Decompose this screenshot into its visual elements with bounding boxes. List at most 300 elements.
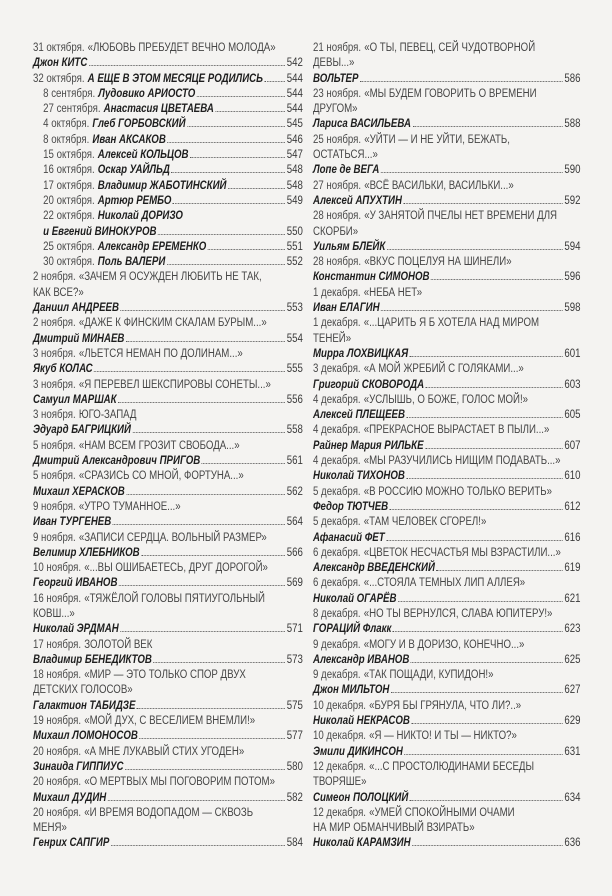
page-number: 586: [564, 70, 581, 85]
toc-heading-line: [33, 269, 303, 284]
entry-title: ОСТАТЬСЯ...»: [313, 147, 378, 162]
dot-leader: [121, 310, 286, 311]
toc-entry: [33, 55, 303, 70]
dot-leader: [171, 172, 285, 173]
toc-entry: [313, 560, 581, 575]
entry-title: «А МНЕ ЛУКАВЫЙ СТИХ УГОДЕН»: [84, 743, 245, 758]
entry-date: 4 декабря.: [313, 453, 361, 468]
dot-leader: [119, 585, 285, 586]
entry-author: Александр ИВАНОВ: [313, 651, 410, 666]
entry-date: 3 ноября.: [33, 345, 76, 360]
entry-title: «УСЛЫШЬ, О БОЖЕ, ГОЛОС МОЙ!»: [363, 391, 529, 406]
toc-heading-line: [33, 346, 303, 361]
entry-title: ЗОЛОТОЙ ВЕК: [84, 636, 153, 651]
toc-heading-line: [33, 468, 303, 483]
entry-title: «ЗАПИСИ СЕРДЦА. ВОЛЬНЫЙ РАЗМЕР»: [78, 529, 267, 544]
toc-list: [313, 40, 581, 851]
dot-leader: [141, 555, 285, 556]
toc-entry: [33, 147, 303, 162]
toc-entry: [313, 239, 581, 254]
entry-author: Алексей КОЛЬЦОВ: [97, 147, 189, 162]
entry-title: «...ЦАРИТЬ Я Б ХОТЕЛА НАД МИРОМ: [363, 315, 540, 330]
toc-heading-line: [33, 820, 303, 835]
entry-title: ДЕТСКИХ ГОЛОСОВ»: [33, 682, 133, 697]
page-number: 625: [564, 651, 581, 666]
entry-date: 8 декабря.: [313, 605, 361, 620]
page-number: 627: [564, 682, 581, 697]
dot-leader: [89, 65, 285, 66]
dot-leader: [208, 249, 285, 250]
toc-entry: [313, 407, 581, 422]
entry-title: «ЛЬЕТСЯ НЕМАН ПО ДОЛИНАМ...»: [78, 345, 243, 360]
page-number: 612: [564, 498, 581, 513]
entry-title: ТЕНЕЙ»: [313, 330, 352, 345]
entry-date: 12 декабря.: [313, 758, 366, 773]
page-number: 573: [286, 651, 303, 666]
toc-heading-line: [33, 499, 303, 514]
dot-leader: [391, 692, 563, 693]
dot-leader: [404, 203, 563, 204]
entry-date: 5 декабря.: [313, 483, 361, 498]
entry-author: Михаил ХЕРАСКОВ: [33, 483, 125, 498]
entry-author: Федор ТЮТЧЕВ: [313, 498, 389, 513]
toc-heading-line: [33, 744, 303, 759]
entry-author: Константин СИМОНОВ: [313, 269, 430, 284]
entry-title: ДЕВЫ...»: [313, 55, 355, 70]
toc-column-left: [33, 40, 303, 860]
entry-author: Генрих САПГИР: [33, 835, 110, 850]
entry-author: Николай ДОРИЗО: [97, 208, 183, 223]
entry-author: Даниил АНДРЕЕВ: [33, 300, 119, 315]
page-number: 552: [286, 254, 303, 269]
toc-entry: [313, 713, 581, 728]
dot-leader: [411, 662, 563, 663]
toc-heading-line: [313, 361, 581, 376]
entry-date: 23 ноября.: [313, 85, 362, 100]
toc-entry: [33, 224, 303, 239]
entry-author: Зинаида ГИППИУС: [33, 758, 124, 773]
toc-heading-line: [33, 591, 303, 606]
entry-title: ТВОРЯШЕ»: [313, 774, 367, 789]
toc-heading-line: [33, 774, 303, 789]
toc-heading-line: [313, 40, 581, 55]
dot-leader: [139, 738, 285, 739]
toc-entry: [313, 530, 581, 545]
toc-heading-line: [33, 805, 303, 820]
entry-author: Поль ВАЛЕРИ: [97, 254, 166, 269]
entry-date: 20 октября.: [43, 192, 95, 207]
page-number: 601: [564, 345, 581, 360]
entry-title: «СРАЗИСЬ СО МНОЙ, ФОРТУНА...»: [78, 468, 244, 483]
entry-title: «О ТЫ, ПЕВЕЦ, СЕЙ ЧУДОТВОРНОЙ: [364, 40, 536, 54]
entry-date: 3 ноября.: [33, 407, 76, 422]
page-number: 551: [286, 238, 303, 253]
toc-entry: [33, 101, 303, 116]
entry-date: 32 октября.: [33, 70, 85, 85]
toc-heading-line: [33, 667, 303, 682]
toc-heading-line: [313, 606, 581, 621]
entry-date: 15 октября.: [43, 147, 95, 162]
toc-entry: [33, 422, 303, 437]
page-number: 575: [286, 697, 303, 712]
entry-author: Николай ЭРДМАН: [33, 621, 119, 636]
dot-leader: [412, 845, 563, 846]
dot-leader: [407, 417, 563, 418]
entry-date: 5 декабря.: [313, 514, 361, 529]
page-number: 616: [564, 529, 581, 544]
entry-title: ЮГО-ЗАПАД: [78, 407, 137, 422]
entry-date: 20 ноября.: [33, 774, 82, 789]
page-number: 569: [286, 575, 303, 590]
page-number: 548: [286, 177, 303, 192]
entry-date: 10 декабря.: [313, 697, 366, 712]
entry-date: 30 октября.: [43, 254, 95, 269]
entry-date: 1 декабря.: [313, 284, 361, 299]
toc-heading-line: [313, 667, 581, 682]
page-number: 598: [564, 300, 581, 315]
entry-date: 28 ноября.: [313, 208, 362, 223]
entry-date: 10 декабря.: [313, 728, 366, 743]
toc-heading-line: [313, 484, 581, 499]
toc-entry: [313, 652, 581, 667]
toc-heading-line: [313, 575, 581, 590]
entry-author: ВОЛЬТЕР: [313, 70, 359, 85]
entry-author: Иван АКСАКОВ: [92, 131, 166, 146]
dot-leader: [111, 845, 285, 846]
entry-author: Иван ЕЛАГИН: [313, 300, 380, 315]
page-number: 621: [564, 590, 581, 605]
dot-leader: [426, 387, 563, 388]
page-number: 554: [286, 330, 303, 345]
entry-author: Лопе де ВЕГА: [313, 162, 380, 177]
toc-entry: [313, 468, 581, 483]
dot-leader: [158, 234, 285, 235]
page-number: 547: [286, 147, 303, 162]
page-number: 588: [564, 116, 581, 131]
page-number: 562: [286, 483, 303, 498]
toc-heading-line: [33, 637, 303, 652]
page-number: 548: [286, 162, 303, 177]
toc-entry: [33, 759, 303, 774]
entry-date: 12 декабря.: [313, 804, 366, 819]
page-number: 545: [286, 116, 303, 131]
entry-author: ГОРАЦИЙ Флакк: [313, 621, 392, 636]
toc-entry: [313, 591, 581, 606]
entry-date: 6 декабря.: [313, 544, 361, 559]
entry-date: 25 октября.: [43, 238, 95, 253]
dot-leader: [173, 203, 285, 204]
toc-entry: [313, 499, 581, 514]
page-number: 594: [564, 238, 581, 253]
dot-leader: [390, 509, 563, 510]
entry-date: 16 октября.: [43, 162, 95, 177]
page-number: 546: [286, 131, 303, 146]
page-number: 590: [564, 162, 581, 177]
toc-entry: [33, 132, 303, 147]
toc-entry: [313, 744, 581, 759]
page-number: 542: [286, 55, 303, 70]
dot-leader: [215, 111, 285, 112]
toc-heading-line: [313, 453, 581, 468]
toc-heading-line: [313, 178, 581, 193]
page-number: 577: [286, 728, 303, 743]
entry-title: «В РОССИЮ МОЖНО ТОЛЬКО ВЕРИТЬ»: [363, 483, 553, 498]
toc-entry: [33, 239, 303, 254]
entry-title: «УТРО ТУМАННОЕ...»: [78, 498, 181, 513]
entry-author: Глеб ГОРБОВСКИЙ: [92, 116, 186, 131]
toc-entry: [33, 545, 303, 560]
toc-heading-line: [313, 392, 581, 407]
toc-heading-line: [33, 285, 303, 300]
entry-author: Алексей АПУХТИН: [313, 192, 402, 207]
toc-heading-line: [313, 254, 581, 269]
toc-entry: [33, 178, 303, 193]
toc-entry: [33, 193, 303, 208]
entry-date: 2 ноября.: [33, 315, 76, 330]
dot-leader: [386, 540, 563, 541]
dot-leader: [187, 126, 285, 127]
page-number: 561: [286, 453, 303, 468]
toc-heading-line: [313, 315, 581, 330]
entry-title: НА МИР ОБМАНЧИВЫЙ ВЗИРАТЬ»: [313, 820, 475, 835]
dot-leader: [126, 341, 285, 342]
entry-date: 20 ноября.: [33, 804, 82, 819]
dot-leader: [125, 769, 285, 770]
entry-author: Эдуард БАГРИЦКИЙ: [33, 422, 131, 437]
entry-date: 6 декабря.: [313, 575, 361, 590]
entry-author: Мирра ЛОХВИЦКАЯ: [313, 345, 409, 360]
entry-date: 5 ноября.: [33, 437, 76, 452]
entry-author: Анастасия ЦВЕТАЕВА: [103, 101, 214, 116]
entry-author: Николай ТИХОНОВ: [313, 468, 405, 483]
page-number: 558: [286, 422, 303, 437]
toc-entry: [33, 453, 303, 468]
entry-title: «БУРЯ БЫ ГРЯНУЛА, ЧТО ЛИ?..»: [369, 697, 522, 712]
entry-title: ДРУГОМ»: [313, 101, 358, 116]
entry-date: 8 октября.: [43, 131, 90, 146]
entry-author: Якуб КОЛАС: [33, 361, 93, 376]
toc-heading-line: [313, 637, 581, 652]
page-number: 603: [564, 376, 581, 391]
page-number: 634: [564, 789, 581, 804]
page-number: 555: [286, 361, 303, 376]
entry-author: Иван ТУРГЕНЕВ: [33, 514, 112, 529]
entry-title: КОВШ...»: [33, 605, 75, 620]
entry-title: «МЫ БУДЕМ ГОВОРИТЬ О ВРЕМЕНИ: [364, 85, 537, 100]
entry-author: Николай ОГАРЁВ: [313, 590, 397, 605]
entry-title: «НАМ ВСЕМ ГРОЗИТ СВОБОДА...»: [78, 437, 240, 452]
entry-author: Михаил ДУДИН: [33, 789, 107, 804]
toc-entry: [33, 116, 303, 131]
toc-entry: [33, 484, 303, 499]
toc-heading-line: [313, 132, 581, 147]
entry-title: «У ЗАНЯТОЙ ПЧЕЛЫ НЕТ ВРЕМЕНИ ДЛЯ: [364, 208, 558, 223]
entry-author: Афанасий ФЕТ: [313, 529, 385, 544]
page-number: 580: [286, 758, 303, 773]
toc-heading-line: [313, 101, 581, 116]
entry-date: 1 декабря.: [313, 315, 361, 330]
toc-heading-line: [313, 224, 581, 239]
dot-leader: [197, 96, 285, 97]
dot-leader: [132, 432, 285, 433]
toc-entry: [33, 162, 303, 177]
dot-leader: [381, 310, 563, 311]
dot-leader: [137, 708, 285, 709]
entry-date: 9 декабря.: [313, 667, 361, 682]
entry-date: 17 октября.: [43, 177, 95, 192]
page-number: 605: [564, 407, 581, 422]
entry-date: 27 сентября.: [43, 101, 101, 116]
entry-title: «НО ТЫ ВЕРНУЛСЯ, СЛАВА ЮПИТЕРУ!»: [363, 605, 553, 620]
entry-author: Галактион ТАБИДЗЕ: [33, 697, 136, 712]
entry-author: Самуил МАРШАК: [33, 391, 117, 406]
entry-author: Оскар УАЙЛЬД: [97, 162, 170, 177]
entry-date: 2 ноября.: [33, 269, 76, 284]
dot-leader: [167, 264, 285, 265]
page-number: 607: [564, 437, 581, 452]
entry-author: и Евгений ВИНОКУРОВ: [43, 223, 157, 238]
dot-leader: [265, 81, 286, 82]
entry-title: «...ВЫ ОШИБАЕТЕСЬ, ДРУГ ДОРОГОЙ»: [84, 560, 268, 575]
entry-title: КАК ВСЕ?»: [33, 284, 84, 299]
dot-leader: [410, 800, 563, 801]
toc-heading-line: [33, 315, 303, 330]
entry-author: Михаил ЛОМОНОСОВ: [33, 728, 138, 743]
entry-author: Джон МИЛЬТОН: [313, 682, 390, 697]
toc-list: [33, 40, 303, 851]
entry-date: 4 октября.: [43, 116, 90, 131]
entry-title: «МОЙ ДУХ, С ВЕСЕЛИЕМ ВНЕМЛИ!»: [84, 713, 256, 728]
entry-author: Райнер Мария РИЛЬКЕ: [313, 437, 424, 452]
entry-title: «ДАЖЕ К ФИНСКИМ СКАЛАМ БУРЫМ...»: [78, 315, 267, 330]
page-number: 596: [564, 269, 581, 284]
entry-author: Лариса ВАСИЛЬЕВА: [313, 116, 411, 131]
toc-heading-line: [313, 774, 581, 789]
entry-date: 9 декабря.: [313, 636, 361, 651]
dot-leader: [118, 402, 285, 403]
toc-entry: [33, 331, 303, 346]
entry-date: 9 ноября.: [33, 498, 76, 513]
entry-title: «А МОЙ ЖРЕБИЙ С ГОЛЯКАМИ...»: [363, 361, 524, 376]
page-number: 636: [564, 835, 581, 850]
entry-title: «МИР — ЭТО ТОЛЬКО СПОР ДВУХ: [84, 667, 246, 682]
entry-date: 19 ноября.: [33, 713, 82, 728]
page-number: 592: [564, 192, 581, 207]
entry-author: Дмитрий МИНАЕВ: [33, 330, 125, 345]
entry-title: «УЙТИ — И НЕ УЙТИ, БЕЖАТЬ,: [364, 131, 510, 146]
entry-title: «Я — НИКТО! И ТЫ — НИКТО?»: [369, 728, 517, 743]
toc-heading-line: [33, 208, 303, 223]
entry-title: «...СТОЯЛА ТЕМНЫХ ЛИП АЛЛЕЯ»: [363, 575, 526, 590]
toc-entry: [33, 71, 303, 86]
entry-title: «...С ПРОСТОЛЮДИНАМИ БЕСЕДЫ: [369, 758, 535, 773]
toc-entry: [33, 790, 303, 805]
entry-date: 25 ноября.: [313, 131, 362, 146]
entry-date: 16 ноября.: [33, 590, 82, 605]
toc-entry: [33, 254, 303, 269]
page-number: 556: [286, 391, 303, 406]
toc-entry: [313, 193, 581, 208]
toc-entry: [33, 698, 303, 713]
entry-author: Алексей ПЛЕЩЕЕВ: [313, 407, 405, 422]
toc-entry: [313, 438, 581, 453]
entry-author: Владимир БЕНЕДИКТОВ: [33, 651, 152, 666]
toc-heading-line: [33, 682, 303, 697]
toc-entry: [313, 621, 581, 636]
dot-leader: [202, 463, 285, 464]
toc-heading-line: [33, 713, 303, 728]
entry-date: 31 октября.: [33, 40, 85, 54]
toc-entry: [33, 621, 303, 636]
entry-author: Артюр РЕМБО: [97, 192, 172, 207]
page-number: 629: [564, 713, 581, 728]
page-number: 549: [286, 192, 303, 207]
entry-title: «НЕБА НЕТ»: [363, 284, 423, 299]
toc-heading-line: [313, 728, 581, 743]
entry-date: 3 декабря.: [313, 361, 361, 376]
toc-heading-line: [313, 422, 581, 437]
dot-leader: [431, 279, 563, 280]
entry-title: «ПРЕКРАСНОЕ ВЫРАСТАЕТ В ПЫЛИ...»: [363, 422, 550, 437]
toc-entry: [33, 835, 303, 850]
entry-title: «ТАМ ЧЕЛОВЕК СГОРЕЛ!»: [363, 514, 487, 529]
entry-author: Владимир ЖАБОТИНСКИЙ: [97, 177, 227, 192]
page-number: 544: [286, 85, 303, 100]
entry-title: «Я ПЕРЕВЕЛ ШЕКСПИРОВЫ СОНЕТЫ...»: [78, 376, 271, 391]
toc-heading-line: [313, 285, 581, 300]
toc-entry: [33, 300, 303, 315]
toc-entry: [313, 269, 581, 284]
dot-leader: [360, 81, 563, 82]
entry-date: 5 ноября.: [33, 468, 76, 483]
dot-leader: [120, 631, 285, 632]
toc-heading-line: [33, 438, 303, 453]
dot-leader: [425, 448, 563, 449]
entry-title: «ТАК ПОЩАДИ, КУПИДОН!»: [363, 667, 494, 682]
toc-heading-line: [313, 514, 581, 529]
page-number: 631: [564, 743, 581, 758]
page-number: 571: [286, 621, 303, 636]
entry-date: 20 ноября.: [33, 743, 82, 758]
entry-author: Уильям БЛЕЙК: [313, 238, 386, 253]
page-number: 623: [564, 621, 581, 636]
toc-entry: [33, 361, 303, 376]
entry-author: Николай КАРАМЗИН: [313, 835, 411, 850]
page-number: 582: [286, 789, 303, 804]
toc-heading-line: [313, 820, 581, 835]
entry-title: МЕНЯ»: [33, 820, 67, 835]
page-number: 544: [286, 101, 303, 116]
toc-heading-line: [313, 147, 581, 162]
entry-title: «И ВРЕМЯ ВОДОПАДОМ — СКВОЗЬ: [84, 804, 254, 819]
entry-date: 10 ноября.: [33, 560, 82, 575]
toc-heading-line: [33, 377, 303, 392]
toc-heading-line: [33, 560, 303, 575]
page-number: 564: [286, 514, 303, 529]
dot-leader: [404, 754, 562, 755]
toc-entry: [33, 392, 303, 407]
toc-heading-line: [313, 698, 581, 713]
toc-entry: [313, 71, 581, 86]
toc-heading-line: [33, 530, 303, 545]
toc-entry: [313, 300, 581, 315]
toc-heading-line: [313, 331, 581, 346]
entry-title: «ЦВЕТОК НЕСЧАСТЬЯ МЫ ВЗРАСТИЛИ...»: [363, 544, 561, 559]
dot-leader: [436, 570, 562, 571]
page-number: 610: [564, 468, 581, 483]
entry-author: Николай НЕКРАСОВ: [313, 713, 410, 728]
dot-leader: [167, 142, 285, 143]
